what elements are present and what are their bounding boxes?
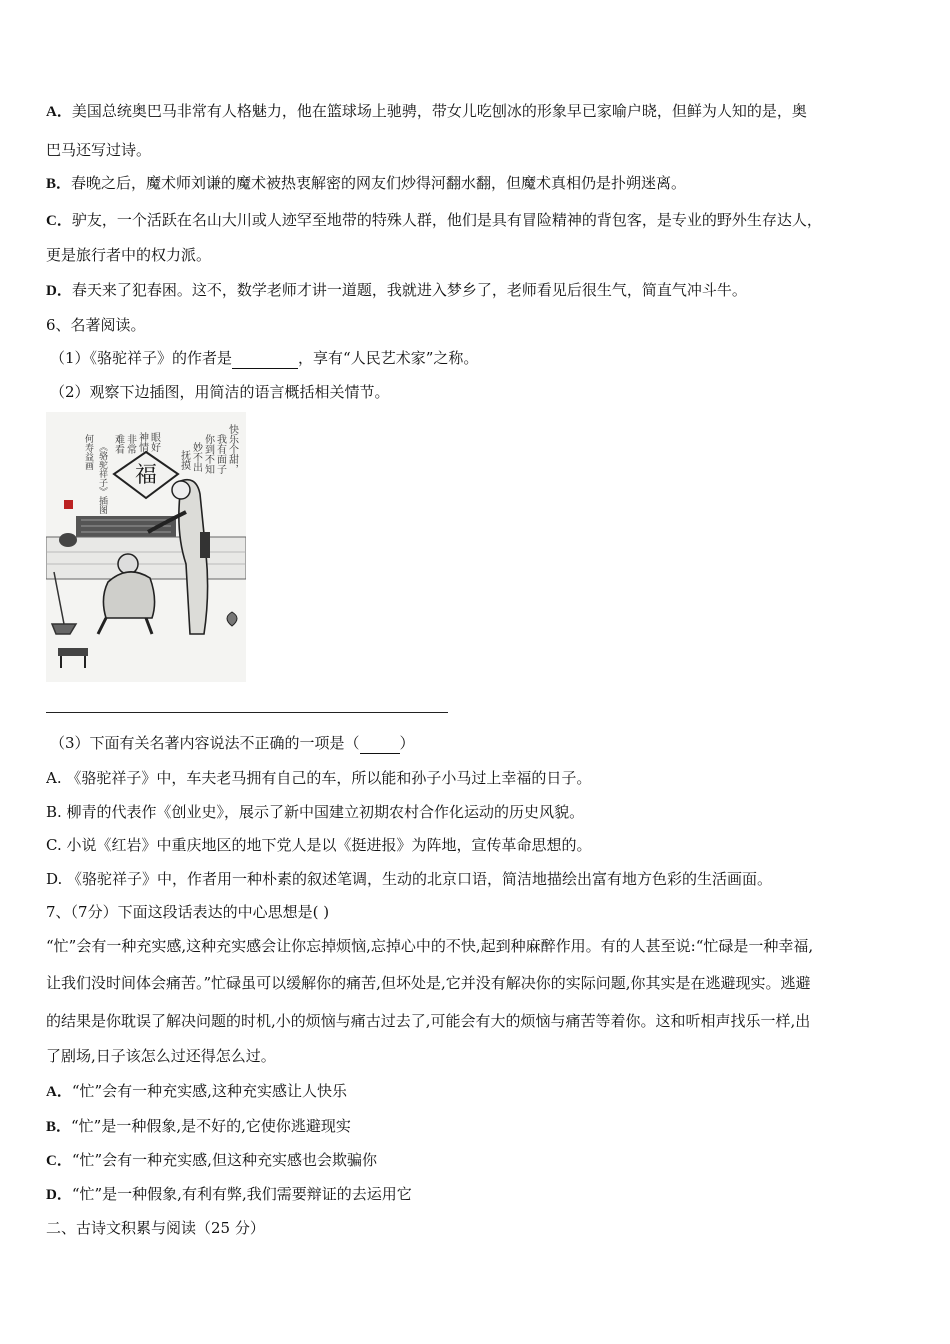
standing-figure-head — [172, 481, 190, 499]
q6-sub3-text: （3）下面有关名著内容说法不正确的一项是（ — [50, 734, 360, 752]
illustration-signature: 何寿益画 — [83, 434, 93, 470]
q7-title: 7、（7分）下面这段话表达的中心思想是( ) — [46, 903, 330, 921]
q7-option-c-letter: C． — [46, 1153, 72, 1169]
q5-option-b-text: 春晚之后，魔术师刘谦的魔术被热衷解密的网友们炒得河翻水翻，但魔术真相仍是扑朔迷离。 — [71, 174, 687, 192]
q6-sub2: （2）观察下边插图，用简洁的语言概括相关情节。 — [50, 383, 390, 401]
pipe — [200, 532, 210, 558]
q7-option-a — [46, 1081, 906, 1102]
q7-option-a-letter: A． — [46, 1084, 72, 1100]
illustration-title: 《骆驼祥子》插图 — [97, 442, 107, 514]
q6-sub1 — [50, 348, 910, 369]
crouching-figure-legs — [98, 618, 152, 634]
q6-sub1-after: ，享有“人民艺术家”之称。 — [298, 349, 479, 367]
q6-sub3-end: ） — [399, 734, 415, 752]
q6-option-c: C. 小说《红岩》中重庆地区的地下党人是以《挺进报》为阵地，宣传革命思想的。 — [46, 836, 592, 854]
q5-option-d-text: 春天来了犯春困。这不，数学老师才讲一道题，我就进入梦乡了，老师看见后很生气，简直气冲斗牛。 — [71, 281, 747, 299]
q7-option-a-text: “忙”会有一种充实感,这种充实感让人快乐 — [71, 1082, 347, 1100]
q7-passage-line1: “忙”会有一种充实感,这种充实感会让你忘掉烦恼,忘掉心中的不快,起到种麻醉作用。有的人甚至说:“忙碌是一种幸福, — [46, 937, 814, 955]
q7-option-d-text: “忙”是一种假象,有利有弊,我们需要辩证的去运用它 — [71, 1185, 412, 1203]
q7-option-d-letter: D． — [46, 1187, 72, 1203]
q7-option-b-text: “忙”是一种假象,是不好的,它使你逃避现实 — [71, 1117, 351, 1135]
q7-passage-line4: 了剧场,日子该怎么过还得怎么过。 — [46, 1047, 276, 1065]
crouching-figure-head — [118, 554, 138, 574]
broom — [52, 572, 76, 634]
section2-title: 二、古诗文积累与阅读（25 分） — [46, 1219, 265, 1237]
q7-option-c — [46, 1150, 906, 1171]
calligraphy-col-9: 难看 — [112, 434, 124, 454]
q5-option-a-letter: A． — [46, 104, 72, 120]
q5-option-c-line2: 更是旅行者中的权力派。 — [46, 246, 212, 264]
calligraphy-col-6: 眼好 — [148, 432, 160, 452]
q5-option-d-letter: D． — [46, 283, 72, 299]
calligraphy-col-5: 抚摸 — [178, 450, 190, 470]
fortune-sign-character: 福 — [134, 463, 158, 488]
spittoon — [227, 612, 237, 626]
q6-title: 6、名著阅读。 — [46, 316, 146, 334]
calligraphy-col-1: 快乐个甜， — [226, 424, 238, 474]
luotuo-xiangzi-illustration — [46, 412, 246, 682]
calligraphy-col-3: 你到不知 — [202, 434, 214, 474]
calligraphy-col-2: 我有面子 — [214, 434, 226, 474]
q5-option-c-line1 — [46, 210, 906, 231]
calligraphy-col-4: 妙不出 — [190, 442, 202, 472]
q6-option-a: A. 《骆驼祥子》中，车夫老马拥有自己的车，所以能和孙子小马过上幸福的日子。 — [46, 769, 592, 787]
stool-top — [58, 648, 88, 656]
q6-option-b: B. 柳青的代表作《创业史》，展示了新中国建立初期农村合作化运动的历史风貌。 — [46, 803, 585, 821]
q5-option-a-text: 美国总统奥巴马非常有人格魅力，他在篮球场上驰骋，带女儿吃刨冰的形象早已家喻户晓，但鲜为人知的是，奥 — [71, 102, 807, 120]
counter — [46, 537, 246, 579]
q7-option-b-letter: B． — [46, 1119, 72, 1135]
q5-option-c-text: 驴友，一个活跃在名山大川或人迹罕至地带的特殊人群，他们是具有冒险精神的背包客，是专业的野外生存达人， — [71, 211, 822, 229]
q6-sub3-blank[interactable] — [360, 733, 400, 754]
q6-sub1-blank[interactable] — [232, 348, 298, 369]
calligraphy-col-8: 非常 — [124, 434, 136, 454]
q7-option-d — [46, 1184, 906, 1205]
q6-option-d: D. 《骆驼祥子》中，作者用一种朴素的叙述笔调，生动的北京口语，简洁地描绘出富有地方色彩的生活画面。 — [46, 870, 773, 888]
q6-sub1-before: （1）《骆驼祥子》的作者是 — [50, 349, 233, 367]
q5-option-b-letter: B． — [46, 176, 72, 192]
illustration-svg — [46, 412, 246, 682]
q7-option-b — [46, 1116, 906, 1137]
q5-option-b — [46, 173, 906, 194]
q5-option-c-letter: C． — [46, 213, 72, 229]
q5-option-d — [46, 280, 906, 301]
q7-passage-line3: 的结果是你耽误了解决问题的时机,小的烦恼与痛古过去了,可能会有大的烦恼与痛苦等着你。这和听相声找乐一样,出 — [46, 1012, 811, 1030]
q5-option-a-line2: 巴马还写过诗。 — [46, 141, 152, 159]
q6-sub3 — [50, 733, 910, 754]
answer-line[interactable] — [46, 712, 448, 713]
teapot — [59, 533, 77, 547]
calligraphy-col-7: 神情 — [136, 432, 148, 452]
crouching-figure-body — [103, 572, 154, 618]
red-seal — [64, 500, 73, 509]
q7-passage-line2: 让我们没时间体会痛苦。”忙碌虽可以缓解你的痛苦,但坏处是,它并没有解决你的实际问题,你其实是在逃避现实。逃避 — [46, 974, 811, 992]
q5-option-a-line1 — [46, 101, 906, 122]
q7-option-c-text: “忙”会有一种充实感,但这种充实感也会欺骗你 — [71, 1151, 377, 1169]
